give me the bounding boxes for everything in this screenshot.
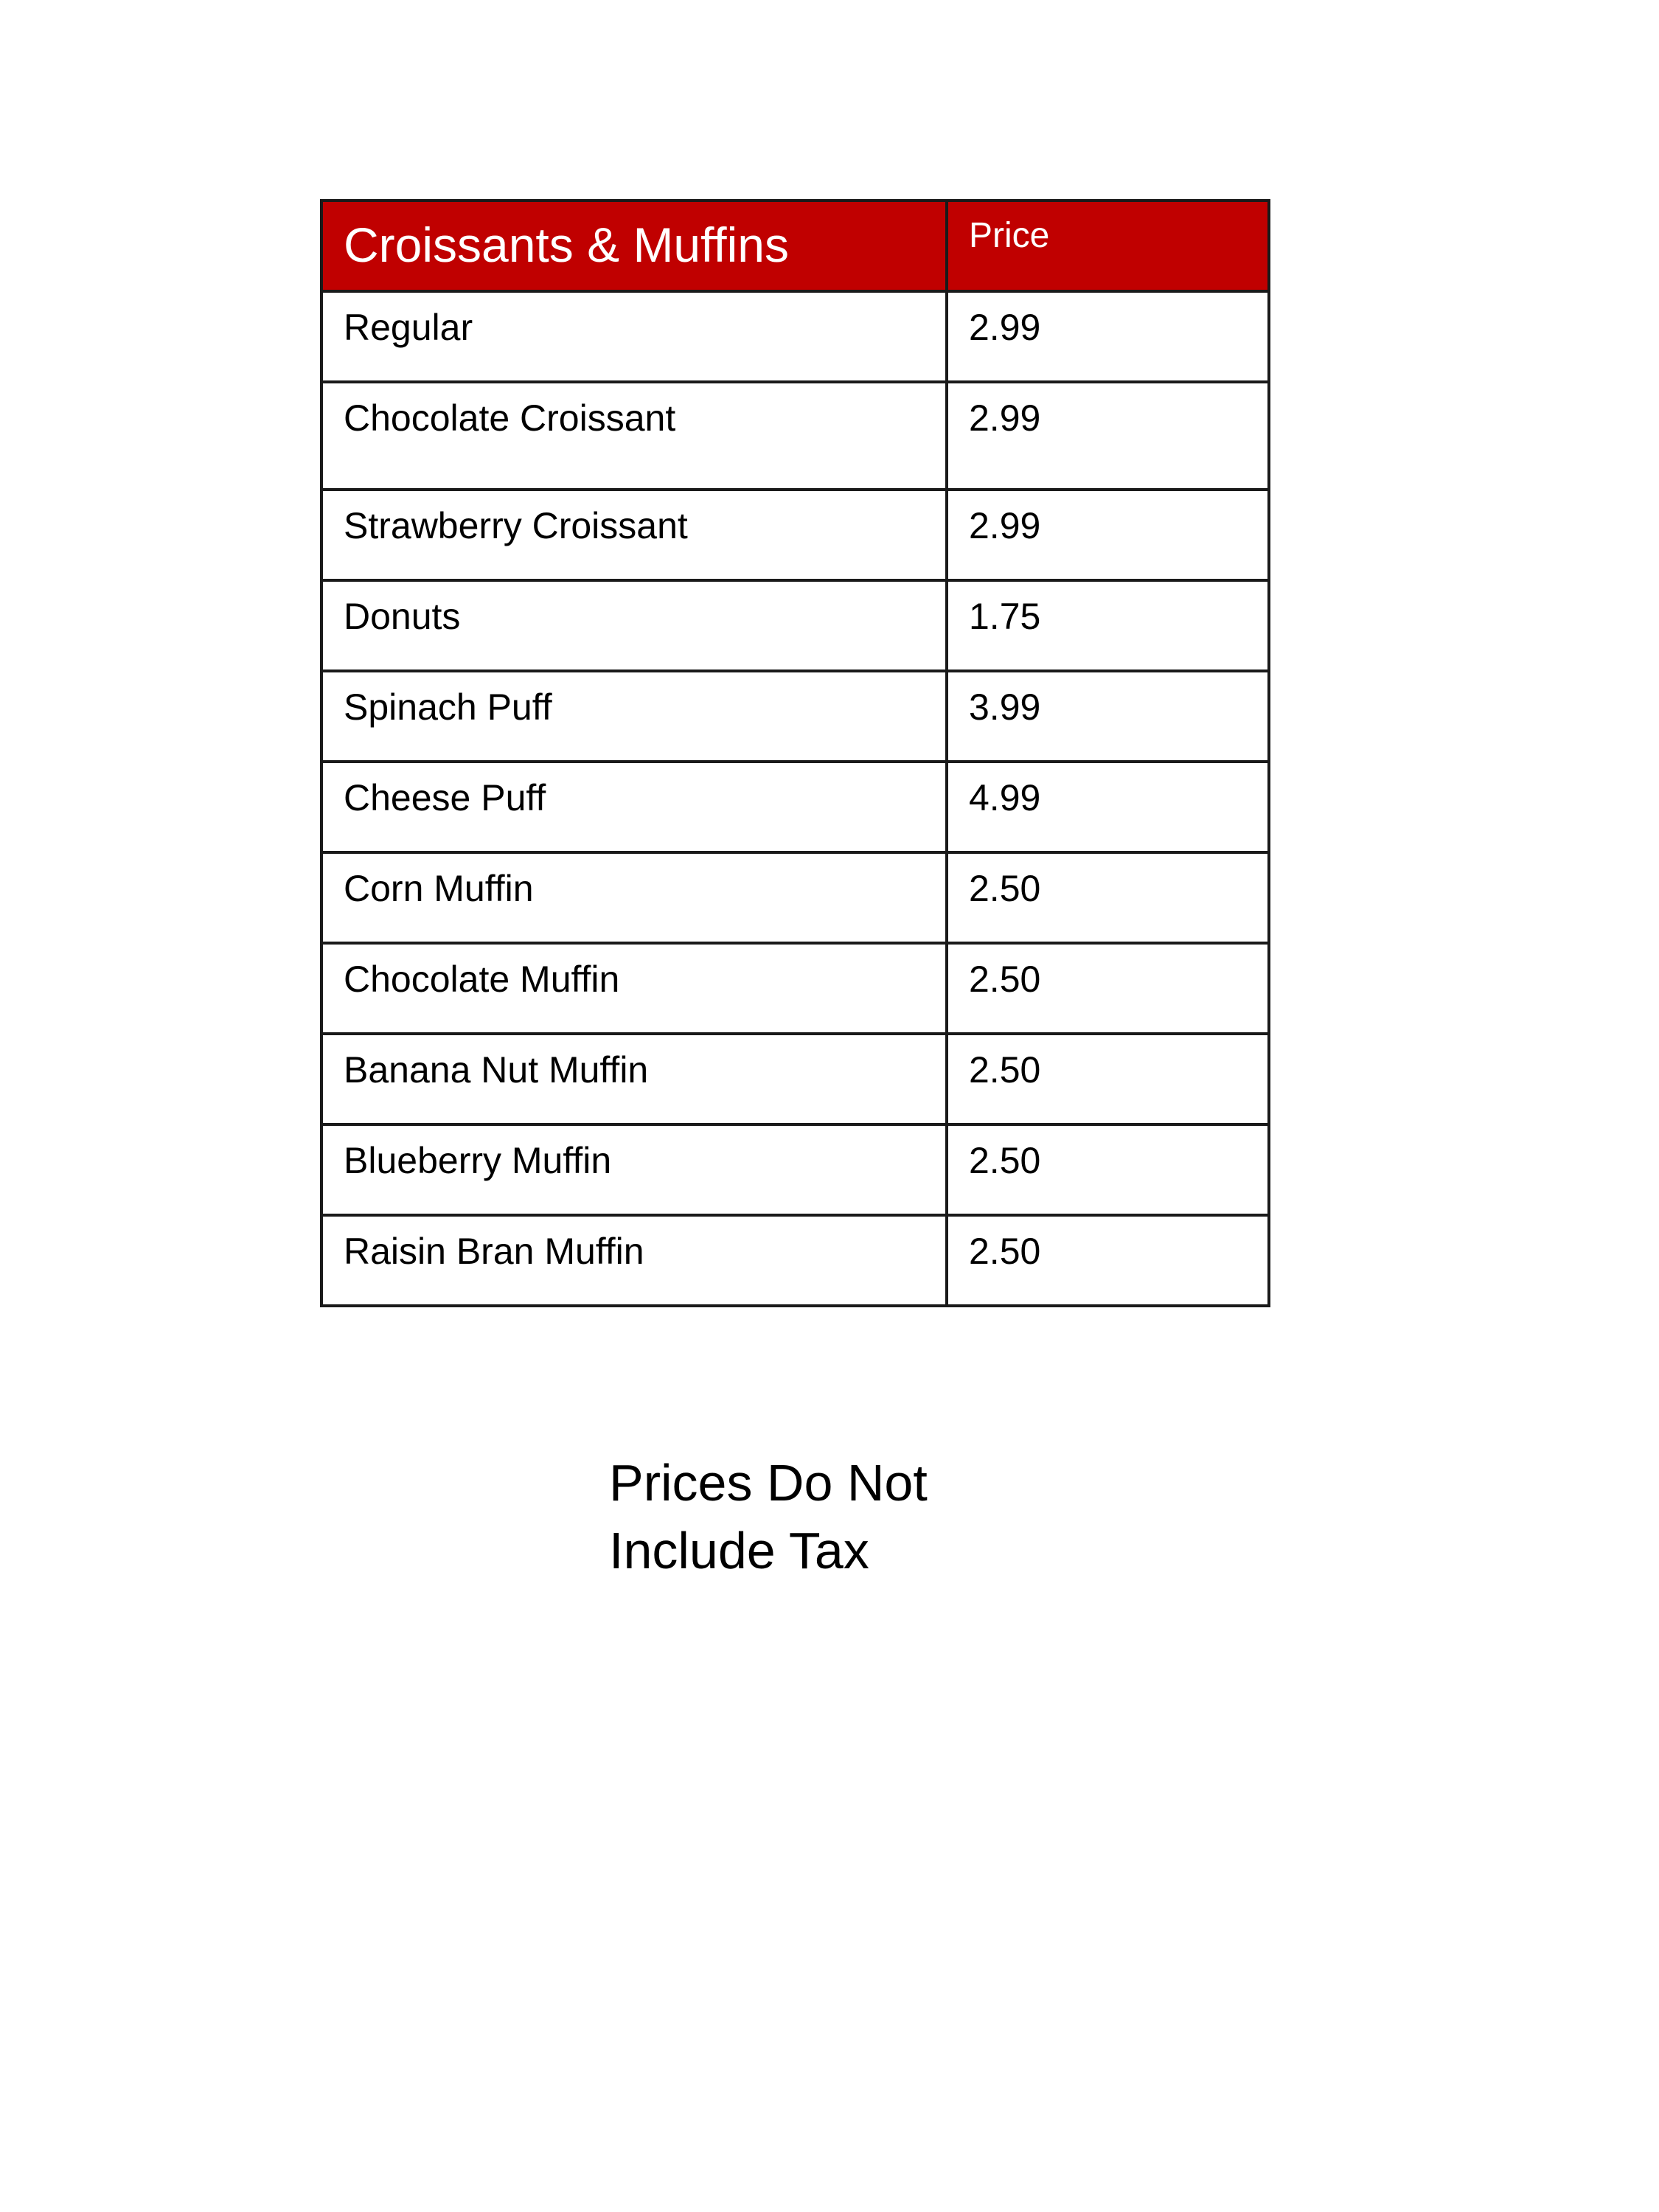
table-row — [321, 671, 1269, 762]
table-row — [321, 580, 1269, 671]
table-row — [321, 852, 1269, 943]
table-row — [321, 490, 1269, 580]
item-price: 2.50 — [947, 1215, 1269, 1306]
price-column-heading: Price — [947, 201, 1269, 291]
item-price: 2.99 — [947, 382, 1269, 490]
item-name: Regular — [321, 291, 947, 382]
item-price: 2.50 — [947, 1124, 1269, 1215]
item-price: 2.99 — [947, 291, 1269, 382]
table-row — [321, 762, 1269, 852]
item-name: Spinach Puff — [321, 671, 947, 762]
table-header-row — [321, 201, 1269, 291]
item-price: 3.99 — [947, 671, 1269, 762]
item-name: Raisin Bran Muffin — [321, 1215, 947, 1306]
table-row — [321, 382, 1269, 490]
item-price: 2.50 — [947, 943, 1269, 1034]
item-name: Corn Muffin — [321, 852, 947, 943]
item-price: 2.50 — [947, 852, 1269, 943]
item-price: 2.50 — [947, 1034, 1269, 1124]
item-name: Donuts — [321, 580, 947, 671]
item-name: Blueberry Muffin — [321, 1124, 947, 1215]
item-name: Banana Nut Muffin — [321, 1034, 947, 1124]
item-name: Chocolate Muffin — [321, 943, 947, 1034]
item-price: 4.99 — [947, 762, 1269, 852]
tax-disclaimer: Prices Do Not Include Tax — [609, 1454, 928, 1579]
category-heading: Croissants & Muffins — [321, 201, 947, 291]
table-row — [321, 943, 1269, 1034]
menu-price-table — [320, 199, 1270, 1307]
item-price: 1.75 — [947, 580, 1269, 671]
table-row — [321, 1034, 1269, 1124]
table-row — [321, 1215, 1269, 1306]
table-row — [321, 1124, 1269, 1215]
table-row — [321, 291, 1269, 382]
item-price: 2.99 — [947, 490, 1269, 580]
item-name: Chocolate Croissant — [321, 382, 947, 490]
item-name: Strawberry Croissant — [321, 490, 947, 580]
item-name: Cheese Puff — [321, 762, 947, 852]
